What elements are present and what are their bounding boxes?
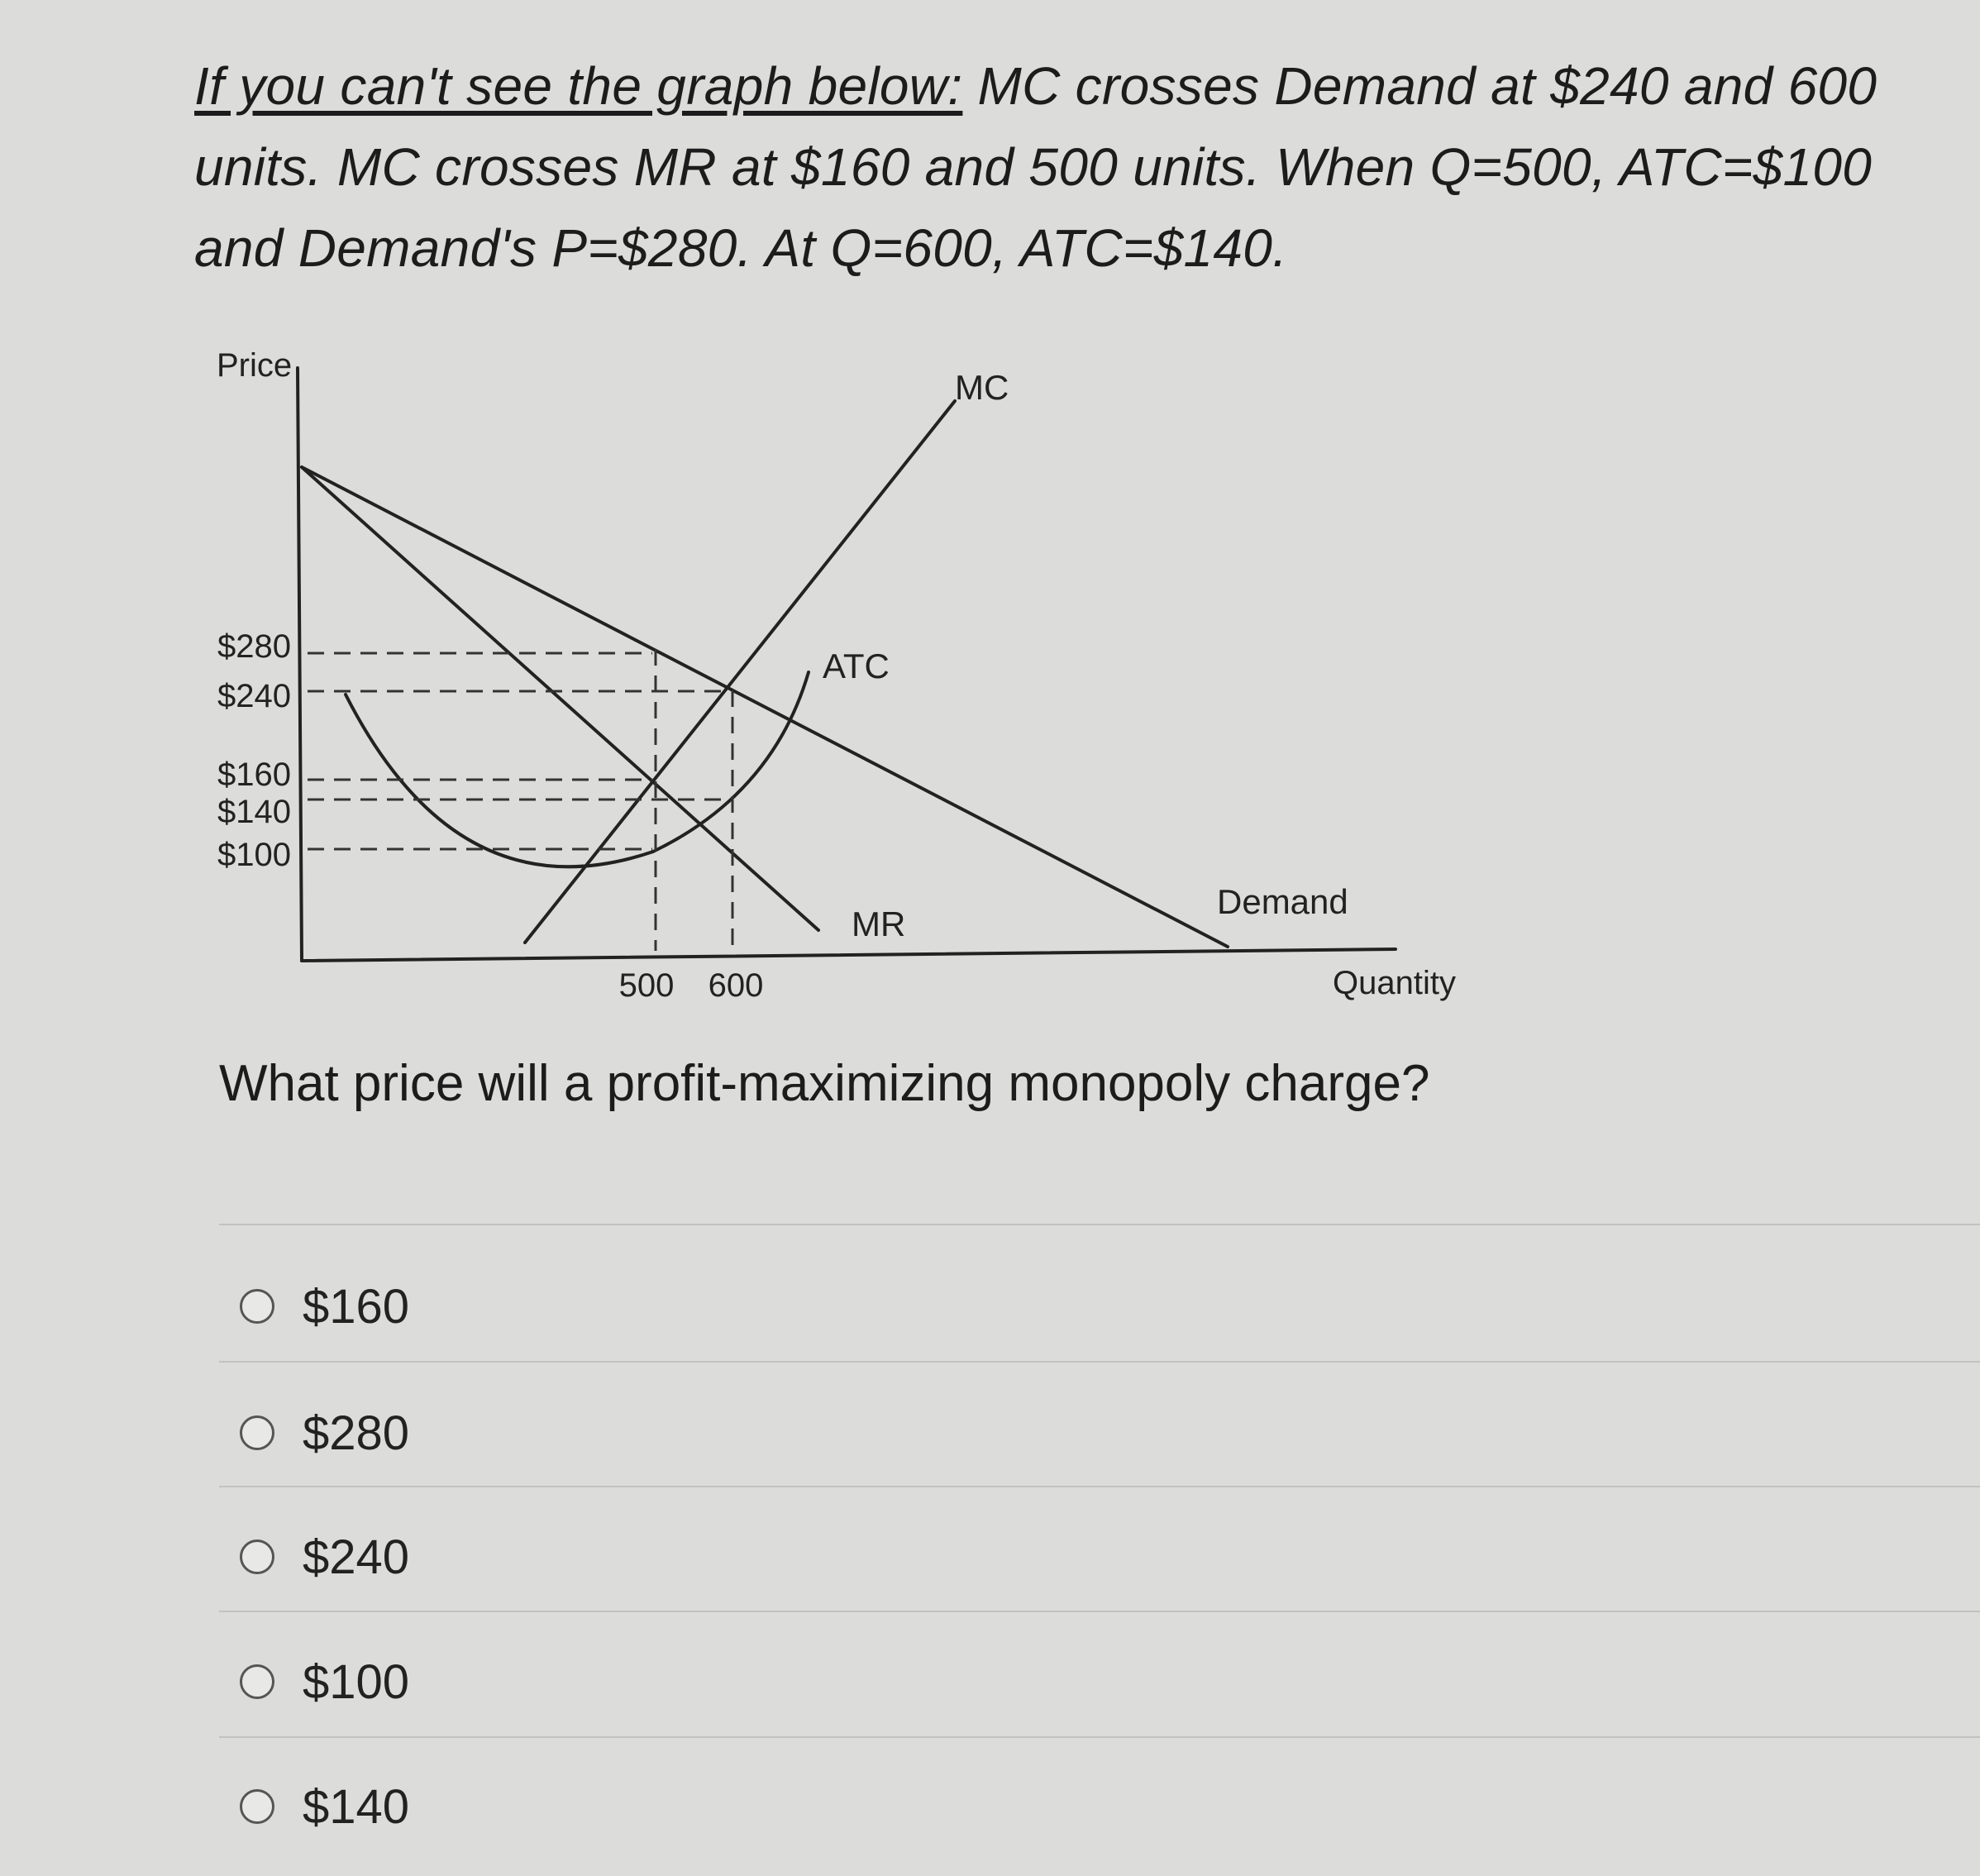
y-tick-240: $240 (217, 678, 291, 714)
answer-option-240[interactable] (240, 1520, 984, 1594)
divider (219, 1224, 1980, 1225)
option-label: $280 (303, 1406, 410, 1460)
quantity-axis (302, 949, 1396, 961)
radio-button[interactable] (240, 1789, 274, 1824)
answer-option-100[interactable] (240, 1644, 984, 1719)
mc-label: MC (955, 368, 1009, 407)
x-tick-500: 500 (618, 967, 675, 1004)
divider (219, 1736, 1980, 1738)
demand-label: Demand (1217, 882, 1348, 921)
y-tick-100: $100 (217, 837, 291, 873)
mr-label: MR (852, 905, 906, 943)
divider (219, 1611, 1980, 1612)
option-label: $240 (303, 1530, 410, 1584)
atc-label: ATC (823, 647, 890, 685)
answer-option-160[interactable] (240, 1269, 984, 1344)
y-tick-140: $140 (217, 794, 291, 830)
y-tick-280: $280 (217, 628, 291, 665)
price-axis (298, 368, 302, 961)
option-label: $160 (303, 1279, 410, 1334)
answer-option-280[interactable] (240, 1396, 984, 1470)
x-axis-label: Quantity (1333, 965, 1456, 1001)
atc-curve (346, 672, 809, 866)
radio-button[interactable] (240, 1415, 274, 1450)
y-tick-160: $160 (217, 757, 291, 793)
intro-text: MC crosses Demand at $240 and 600 units. MC crosses MR at $160 and 500 units. When Q=500, ATC=$100 and Demand's P=$280. At Q=600, ATC=$140. (194, 56, 1877, 278)
option-label: $100 (303, 1654, 410, 1709)
radio-button[interactable] (240, 1539, 274, 1574)
mr-curve (302, 467, 818, 930)
divider (219, 1361, 1980, 1363)
option-label: $140 (303, 1779, 410, 1834)
demand-curve (302, 467, 1228, 947)
answer-option-140[interactable] (240, 1769, 984, 1844)
divider (219, 1486, 1980, 1487)
y-axis-label: Price (217, 347, 293, 384)
intro-underlined: If you can't see the graph below: (194, 56, 963, 116)
x-tick-600: 600 (708, 967, 764, 1004)
question-text: What price will a profit-maximizing monopoly charge? (219, 1055, 1430, 1112)
radio-button[interactable] (240, 1289, 274, 1324)
radio-button[interactable] (240, 1664, 274, 1699)
